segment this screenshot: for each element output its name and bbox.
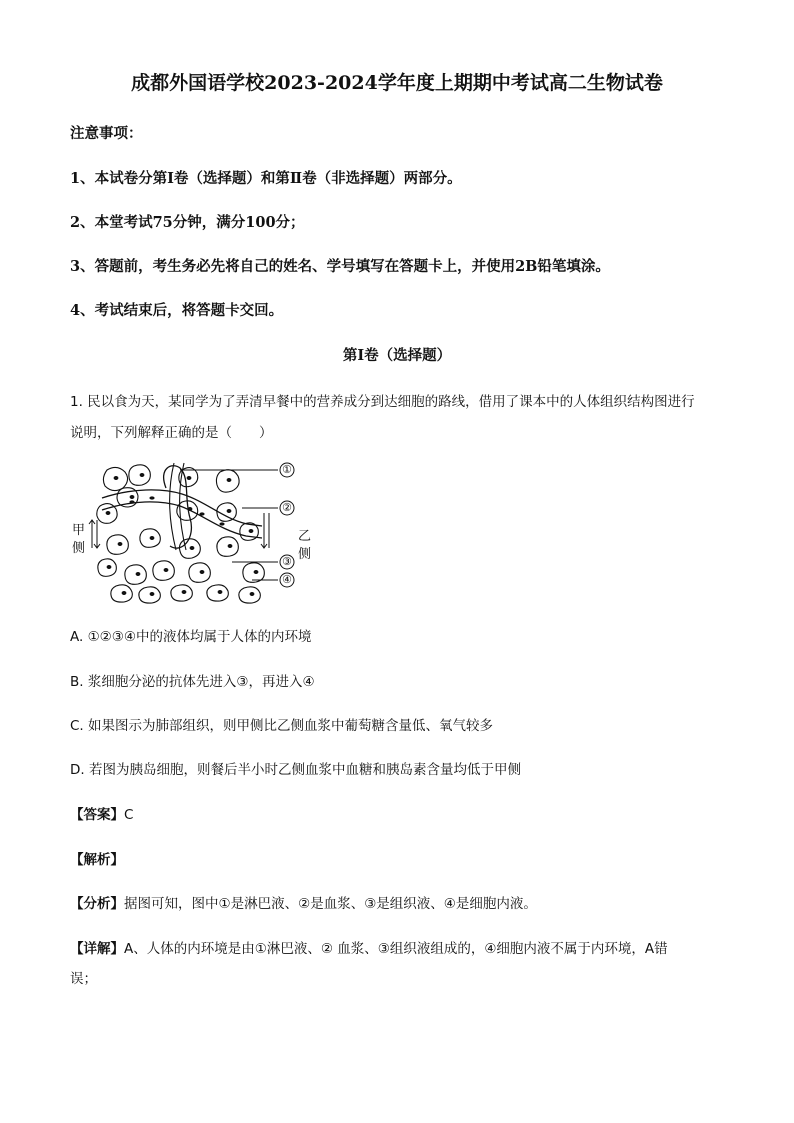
right-label-char: 乙 xyxy=(298,529,312,544)
figure-left-label xyxy=(72,522,85,558)
tissue-cell xyxy=(107,535,128,554)
page-title: 成都外国语学校2023-2024学年度上期期中考试高二生物试卷 xyxy=(131,72,663,94)
note-item: 4、考试结束后，将答题卡交回。 xyxy=(70,302,284,319)
tissue-cell xyxy=(217,537,238,556)
option-b: B. 浆细胞分泌的抗体先进入③，再进入④ xyxy=(70,674,315,690)
answer-value: C xyxy=(124,807,134,823)
marker-4: ④ xyxy=(282,573,292,586)
tissue-cell xyxy=(153,561,174,580)
capillary-wall xyxy=(102,490,262,526)
note-item: 1、本试卷分第Ⅰ卷（选择题）和第Ⅱ卷（非选择题）两部分。 xyxy=(70,170,462,187)
detail-line1 xyxy=(70,937,668,957)
detail-line2: 误； xyxy=(70,971,97,987)
tissue-cell xyxy=(125,565,146,584)
answer-line xyxy=(70,803,133,823)
marker-3: ③ xyxy=(282,555,292,568)
marker-1: ① xyxy=(282,463,292,476)
option-a: A. ①②③④中的液体均属于人体的内环境 xyxy=(70,629,312,645)
detail-text-1: A、人体的内环境是由①淋巴液、② 血浆、③组织液组成的，④细胞内液不属于内环境，A错 xyxy=(124,941,668,957)
tissue-cell xyxy=(129,465,150,485)
tissue-cell xyxy=(239,587,260,603)
marker-2: ② xyxy=(282,501,292,514)
tissue-cell xyxy=(139,587,160,603)
option-d: D. 若图为胰岛细胞，则餐后半小时乙侧血浆中血糖和胰岛素含量均低于甲侧 xyxy=(70,762,521,778)
fenxi-line xyxy=(70,892,537,912)
analysis-tag: 【解析】 xyxy=(70,852,124,868)
left-label-char: 侧 xyxy=(72,541,86,556)
lymph-capillary xyxy=(170,463,176,550)
tissue-cell xyxy=(207,585,228,601)
note-item: 2、本堂考试75分钟，满分100分； xyxy=(70,214,305,231)
right-label-char: 侧 xyxy=(298,547,312,562)
question-stem-line2: 说明，下列解释正确的是（ ） xyxy=(70,425,273,441)
section-title: 第Ⅰ卷（选择题） xyxy=(342,347,452,364)
tissue-cell xyxy=(189,563,210,582)
left-label-char: 甲 xyxy=(72,523,86,538)
fenxi-text: 据图可知，图中①是淋巴液、②是血浆、③是组织液、④是细胞内液。 xyxy=(124,896,537,912)
tissue-cell xyxy=(111,585,132,602)
note-item: 3、答题前，考生务必先将自己的姓名、学号填写在答题卡上，并使用2B铅笔填涂。 xyxy=(70,258,610,275)
fenxi-tag: 【分析】 xyxy=(70,896,124,912)
tissue-cell xyxy=(171,585,192,601)
figure-right-label xyxy=(298,528,311,564)
notes-heading: 注意事项： xyxy=(70,125,143,142)
analysis-heading xyxy=(70,848,124,868)
question-stem-line1: 1. 民以食为天，某同学为了弄清早餐中的营养成分到达细胞的路线，借用了课本中的人体组织结构图进行 xyxy=(70,394,695,410)
tissue-structure-figure xyxy=(72,458,312,608)
tissue-cell xyxy=(243,563,264,582)
answer-tag: 【答案】 xyxy=(70,807,124,823)
detail-tag: 【详解】 xyxy=(70,941,124,957)
option-c: C. 如果图示为肺部组织，则甲侧比乙侧血浆中葡萄糖含量低、氧气较多 xyxy=(70,718,494,734)
